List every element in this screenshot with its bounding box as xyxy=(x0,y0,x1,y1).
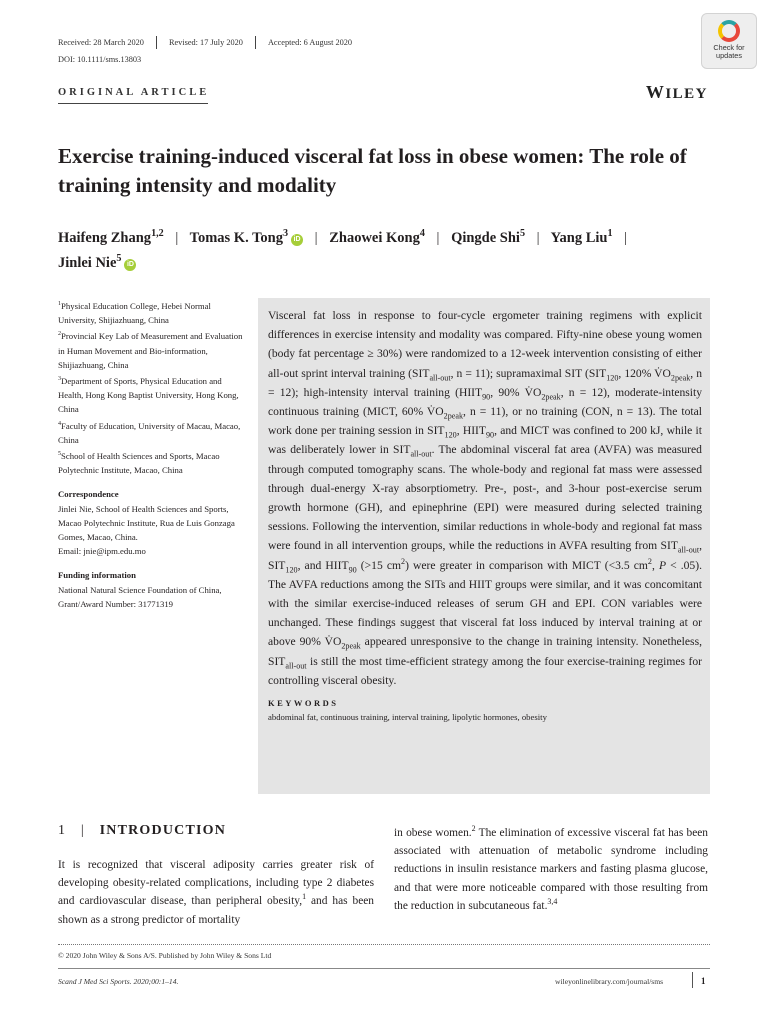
check-for-updates-button[interactable] xyxy=(701,13,757,69)
affiliation-text: School of Health Sciences and Sports, Macao Polytechnic Institute, Macao, China xyxy=(58,451,220,476)
affiliation-marker: 1 xyxy=(607,228,613,240)
author-name[interactable]: Qingde Shi$^5$ xyxy=(451,228,526,246)
funding-heading: Funding information xyxy=(58,570,136,581)
author-list xyxy=(58,226,708,276)
affiliation-marker: 3 xyxy=(282,228,289,240)
journal-citation: Scand J Med Sci Sports. 2020;00:1–14. xyxy=(58,977,179,986)
affiliation-marker: 1,2 xyxy=(151,228,164,240)
check-for-updates-label: Check for updates xyxy=(713,43,745,60)
footnote-divider xyxy=(58,944,710,945)
affiliation-number: 5 xyxy=(58,451,62,458)
affiliation-item xyxy=(58,374,248,417)
copyright-notice: © 2020 John Wiley & Sons A/S. Published by John Wiley & Sons Ltd xyxy=(58,951,272,960)
author-name[interactable]: Yang Liu$^1$ xyxy=(550,228,613,246)
affiliation-text: Faculty of Education, University of Macau, Macao, China xyxy=(58,420,241,445)
article-title: Exercise training-induced visceral fat loss in obese women: The role of training intensity and modality xyxy=(58,144,687,197)
affiliation-marker: 5 xyxy=(116,253,122,265)
affiliation-text: Provincial Key Lab of Measurement and Evaluation in Human Movement and Bio-information, Shijiazhuang, China xyxy=(58,331,243,370)
author-separator: | xyxy=(175,230,179,246)
body-text-left: It is recognized that visceral adiposity carries greater risk of developing obesity-related complications, including type 2 diabetes and cardiovascular disease, than peripheral obesity,$^1$ and has been shown as a strong predictor of mortality xyxy=(58,859,375,926)
keywords-heading: KEYWORDS xyxy=(268,698,339,709)
article-type-rule xyxy=(58,103,208,104)
journal-url-link[interactable]: wileyonlinelibrary.com/journal/sms xyxy=(555,977,664,986)
correspondence-text: Jinlei Nie, School of Health Sciences and Sports, Macao Polytechnic Institute, Rua de Luis Gonzaga Gomes, Macao, China. xyxy=(58,503,235,543)
affiliation-number: 3 xyxy=(58,376,62,383)
received-date: Received: 28 March 2020 xyxy=(58,38,144,47)
author-name[interactable]: Jinlei Nie$^5$iD xyxy=(58,255,136,271)
affiliation-number: 2 xyxy=(58,331,62,338)
accepted-date: Accepted: 6 August 2020 xyxy=(267,38,353,47)
page-number: 1 xyxy=(701,976,706,986)
correspondence-email[interactable]: Email: jnie@ipm.edu.mo xyxy=(58,546,146,557)
history-dates xyxy=(58,36,364,49)
affiliation-item xyxy=(58,329,248,372)
check-for-updates-icon xyxy=(718,20,740,42)
author-name[interactable]: Zhaowei Kong$^4$ xyxy=(329,228,425,246)
author-separator: | xyxy=(314,230,318,246)
affiliations xyxy=(58,299,248,477)
affiliation-item xyxy=(58,419,248,447)
affiliation-number: 4 xyxy=(58,420,62,427)
body-text-right: in obese women.$^2$ The elimination of excessive visceral fat has been associated with attenuation of metabolic syndrome including reductions in insulin resistance markers and fasting plasma glucose, and that were more noticeable compared with those resulting from the reduction in subcutaneous fat.$^{3,4}$ xyxy=(394,824,708,912)
affiliation-text: Department of Sports, Physical Education and Health, Hong Kong Baptist University, Hong Kong, China xyxy=(58,376,239,415)
keywords-list: abdominal fat, continuous training, interval training, lipolytic hormones, obesity xyxy=(268,712,547,723)
section-number: 1 xyxy=(58,823,67,838)
affiliation-marker: 4 xyxy=(419,228,425,240)
author-name[interactable]: Tomas K. Tong$^3$iD xyxy=(190,230,303,246)
funding-text: National Natural Science Foundation of China, Grant/Award Number: 31771319 xyxy=(58,584,222,609)
abstract-text: Visceral fat loss in response to four-cycle ergometer training regimens with explicit differences in exercise intensity and modality was compared. Fifty-nine obese young women (body fat percentage ≥ 30%) were randomized to a 12-week intervention consisting of either all-out sprint interval training ($SIT_{all-out}$, n = 11); supramaximal SIT ($SIT_{120}$, 120% $V̇O_{2peak}$, n = 12); high-intensity interval training ($HIIT_{90}$, 90% $V̇O_{2peak}$, n = 12), moderate-intensity continuous training (MICT, 60% $V̇O_{2peak}$, n = 11), or no training (CON, n = 13). The total work done per training session in $SIT_{120}$, $HIIT_{90}$, and MICT was confined to 200 kJ, while it was deliberately lower in $SIT_{all-out}$. The abdominal visceral fat area (AVFA) was measured through computed tomography scans. The whole-body and regional fat mass were assessed through dual-energy X-ray absorptiometry. Pre-, post-, and 3-hour post-exercise serum growth hormone (GH), and epinephrine (EPI) were measured during selected training sessions. Following the intervention, similar reductions in whole-body and regional fat mass were found in all intervention groups, while the reductions in AVFA resulting from $SIT_{all-out}$, $SIT_{120}$, and $HIIT_{90}$ (>15 $cm^2$) were greater in comparison with MICT (<3.5 $cm^2$, P < .05). The AVFA reductions among the SITs and HIIT groups were similar, and it was concomitant with the similar exercise-induced releases of serum GH and EPI. CON variables were unchanged. These findings suggest that visceral fat loss induced by interval training at or above 90% $V̇O_{2peak}$ appeared unresponsive to the change in training intensity. Nonetheless, $SIT_{all-out}$ is still the most time-efficient strategy among the four exercise-training regimes for controlling visceral obesity. xyxy=(268,309,703,687)
publisher-logo: WILEY xyxy=(645,82,708,102)
section-heading xyxy=(58,823,226,839)
article-info-column xyxy=(58,299,248,611)
affiliation-item xyxy=(58,449,248,477)
author-separator: | xyxy=(436,230,440,246)
affiliation-number: 1 xyxy=(58,301,62,308)
section-separator: | xyxy=(80,823,85,838)
orcid-icon[interactable]: iD xyxy=(291,234,303,246)
article-type: ORIGINAL ARTICLE xyxy=(58,87,210,98)
correspondence-heading: Correspondence xyxy=(58,489,119,500)
abstract-box xyxy=(258,298,710,794)
affiliation-marker: 5 xyxy=(519,228,526,240)
author-separator: | xyxy=(536,230,540,246)
footer-divider xyxy=(692,972,693,988)
footer-rule xyxy=(58,968,710,969)
doi-link[interactable]: DOI: 10.1111/sms.13803 xyxy=(58,55,142,64)
orcid-icon[interactable]: iD xyxy=(124,259,136,271)
section-title: INTRODUCTION xyxy=(99,823,227,838)
revised-date: Revised: 17 July 2020 xyxy=(168,38,243,47)
author-separator: | xyxy=(624,230,628,246)
author-name[interactable]: Haifeng Zhang$^{1,2}$ xyxy=(58,228,164,246)
affiliation-text: Physical Education College, Hebei Normal University, Shijiazhuang, China xyxy=(58,301,211,326)
affiliation-item xyxy=(58,299,248,327)
